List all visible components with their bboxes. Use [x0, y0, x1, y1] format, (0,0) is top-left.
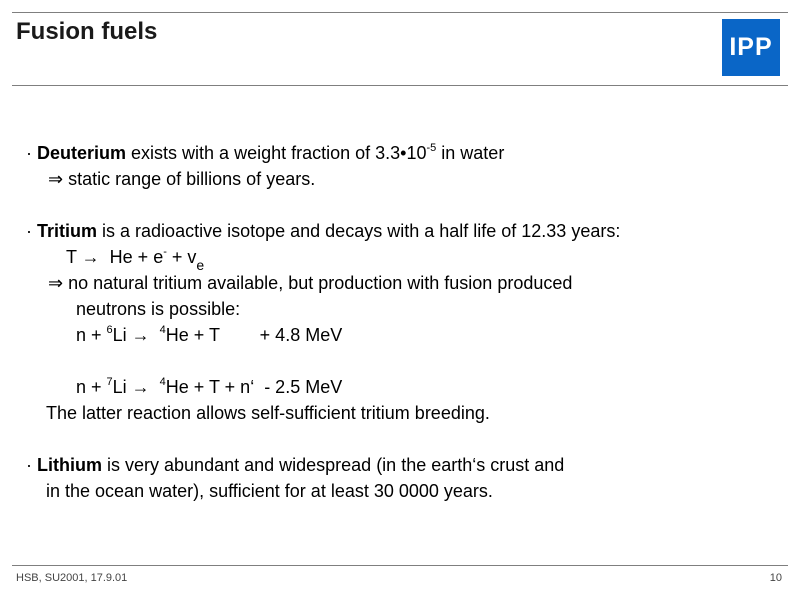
- lithium-line: [26, 452, 620, 478]
- slide-body: [26, 140, 620, 504]
- decay-part: T → He + e: [66, 247, 164, 267]
- tritium-line: [26, 218, 620, 244]
- tritium-consequence-1: ⇒ no natural tritium available, but production with fusion produced: [48, 273, 573, 293]
- ipp-logo: IPP: [722, 19, 780, 76]
- reaction-sup: 4: [159, 376, 166, 388]
- reaction-sup: 4: [159, 324, 166, 336]
- decay-part: + v: [166, 247, 197, 267]
- reaction-part: He + T + n‘ - 2.5 MeV: [165, 377, 343, 397]
- reaction-part: Li →: [112, 377, 160, 397]
- bullet: ·: [26, 455, 32, 475]
- lithium-term: Lithium: [37, 455, 103, 475]
- reaction-part: Li →: [112, 325, 160, 345]
- reaction-li7: [26, 374, 620, 400]
- bullet: ·: [26, 143, 32, 163]
- footer-divider: [12, 565, 788, 566]
- page-number: 10: [769, 572, 782, 584]
- header-divider: [12, 85, 788, 86]
- deuterium-line: [26, 140, 620, 166]
- deuterium-text: exists with a weight fraction of 3.3•10: [126, 143, 427, 163]
- reaction-li6: [26, 322, 620, 348]
- reaction-sup: 6: [106, 324, 113, 336]
- lithium-text: is very abundant and widespread (in the earth‘s crust and: [102, 455, 565, 475]
- deuterium-text-end: in water: [436, 143, 505, 163]
- footer-info: HSB, SU2001, 17.9.01: [16, 572, 128, 584]
- tritium-breeding-note: The latter reaction allows self-sufficient tritium breeding.: [46, 403, 490, 423]
- tritium-text: is a radioactive isotope and decays with a half life of 12.33 years:: [97, 221, 621, 241]
- decay-sub: e: [196, 257, 205, 273]
- deuterium-exponent: -5: [426, 142, 437, 154]
- reaction-sup: 7: [106, 376, 113, 388]
- tritium-decay-equation: [26, 244, 620, 273]
- decay-sup: -: [163, 246, 167, 258]
- deuterium-term: Deuterium: [37, 143, 127, 163]
- tritium-term: Tritium: [37, 221, 98, 241]
- deuterium-consequence: ⇒ static range of billions of years.: [48, 169, 316, 189]
- reaction-part: n +: [76, 325, 107, 345]
- lithium-text-2: in the ocean water), sufficient for at least 30 0000 years.: [46, 481, 493, 501]
- bullet: ·: [26, 221, 32, 241]
- reaction-part: He + T + 4.8 MeV: [165, 325, 343, 345]
- tritium-consequence-2: neutrons is possible:: [76, 299, 241, 319]
- slide-title: Fusion fuels: [16, 18, 158, 45]
- reaction-part: n +: [76, 377, 107, 397]
- top-divider: [12, 12, 788, 13]
